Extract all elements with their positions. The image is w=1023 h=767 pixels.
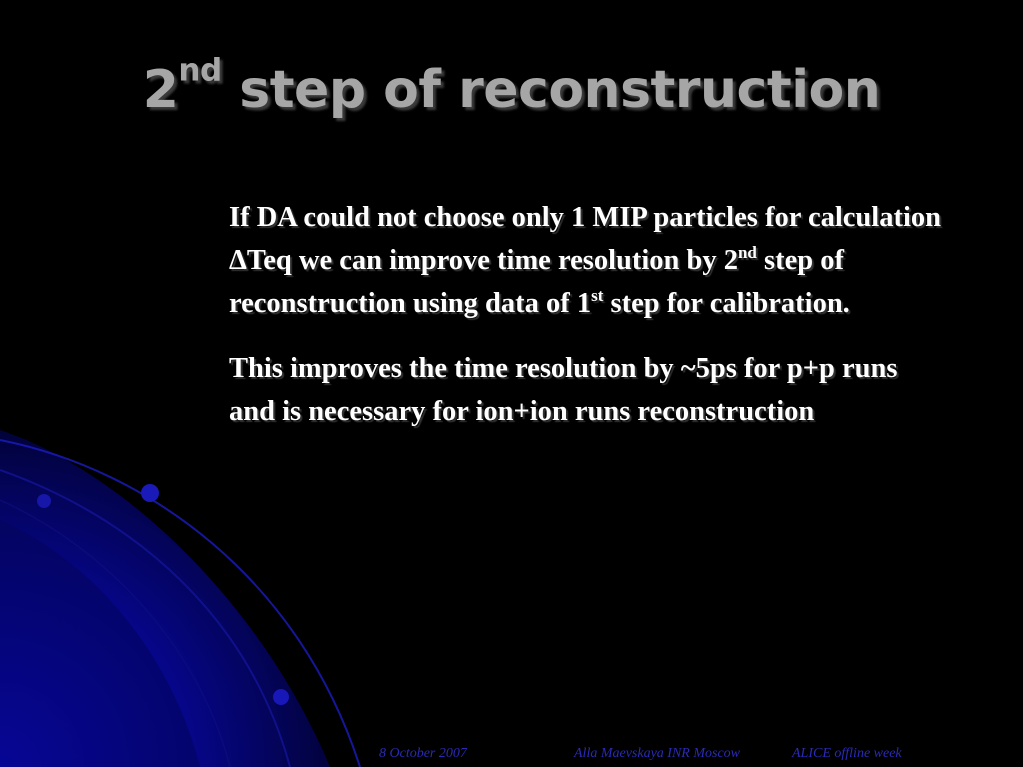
paragraph-2-text: This improves the time resolution by ~5ps for p+p runs and is necessary for ion+ion runs reconstruction — [229, 353, 898, 427]
footer-date: 8 October 2007 — [379, 746, 467, 761]
paragraph-1-sup-b: st — [591, 285, 604, 305]
paragraph-1-sup-a: nd — [737, 242, 757, 262]
paragraph-1-text-a: If DA could not choose only 1 MIP particles for calculation ΔTeq we can improve time resolution by 2 — [229, 202, 941, 276]
paragraph-1-text-c: step for calibration. — [603, 288, 850, 319]
decor-dot — [273, 689, 289, 705]
paragraph-1-text-b: step of reconstruction using data of 1 — [229, 245, 844, 319]
footer-author: Alla Maevskaya INR Moscow — [574, 746, 741, 761]
slide-body — [229, 196, 949, 455]
paragraph-1 — [229, 196, 949, 325]
title-sup: nd — [178, 52, 222, 89]
title-rest: step of reconstruction — [221, 60, 881, 120]
decor-dot — [37, 494, 51, 508]
title-prefix: 2 — [142, 60, 179, 120]
footer-event: ALICE offline week — [792, 746, 902, 761]
slide-title — [0, 52, 1023, 120]
decor-dot — [141, 484, 159, 502]
paragraph-2 — [229, 347, 949, 433]
